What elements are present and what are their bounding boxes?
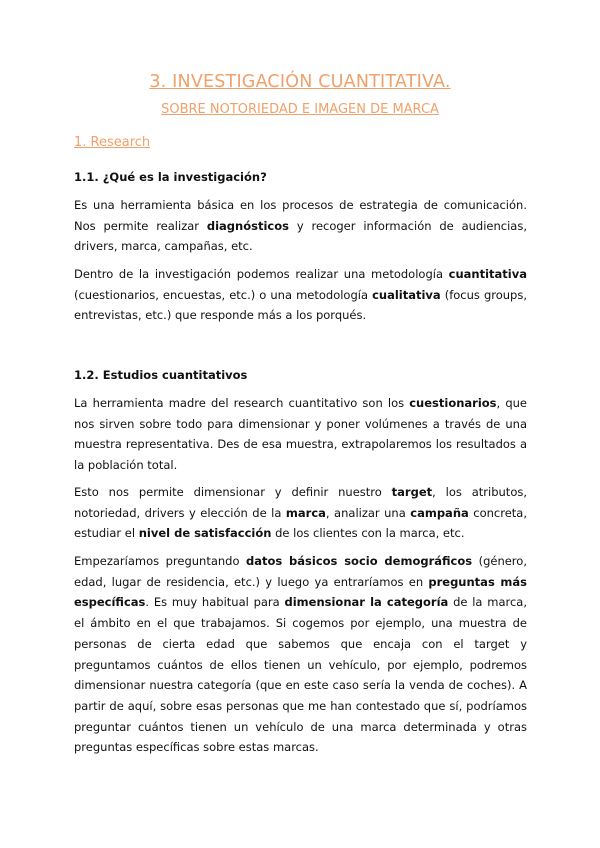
paragraph-estudios-3: Empezaríamos preguntando datos básicos socio demográficos (género, edad, lugar de residencia, etc.) y luego ya entraríamos en preguntas más específicas. Es muy habitual para dimensionar la categoría de la marca, el ámbito en el que trabajamos. Si cogemos por ejemplo, una muestra de personas de cierta edad que sabemos que encaja con el target y preguntamos cuántos de ellos tienen un vehículo, por ejemplo, podremos dimensionar nuestra categoría (que en este caso sería la venda de coches). A partir de aquí, sobre esas personas que me han contestado que sí, podríamos preguntar cuántos tienen un vehículo de una marca determinada y otras preguntas específicas sobre estas marcas. bbox=[74, 554, 528, 755]
section-heading-research: 1. Research bbox=[74, 135, 151, 150]
subsection-heading-estudios: 1.2. Estudios cuantitativos bbox=[74, 368, 248, 382]
document-subtitle: SOBRE NOTORIEDAD E IMAGEN DE MARCA bbox=[161, 102, 439, 117]
paragraph-estudios-1: La herramienta madre del research cuantitativo son los cuestionarios, que nos sirven sobre todo para dimensionar y poner volúmenes a través de una muestra representativa. Des de esa muestra, extrapolaremos los resultados a la población total. bbox=[74, 396, 527, 473]
subsection-heading-investigacion: 1.1. ¿Qué es la investigación? bbox=[74, 170, 267, 184]
paragraph-investigacion-1: Es una herramienta básica en los procesos de estrategia de comunicación. Nos permite realizar diagnósticos y recoger información de audiencias, drivers, marca, campañas, etc. bbox=[74, 198, 527, 254]
document-title: 3. INVESTIGACIÓN CUANTITATIVA. bbox=[149, 72, 451, 92]
paragraph-investigacion-2: Dentro de la investigación podemos realizar una metodología cuantitativa (cuestionarios, encuestas, etc.) o una metodología cualitativa (focus groups, entrevistas, etc.) que responde más a los porqués. bbox=[74, 267, 527, 323]
paragraph-estudios-2: Esto nos permite dimensionar y definir nuestro target, los atributos, notoriedad, drivers y elección de la marca, analizar una campaña concreta, estudiar el nivel de satisfacción de los clientes con la marca, etc. bbox=[74, 485, 527, 541]
